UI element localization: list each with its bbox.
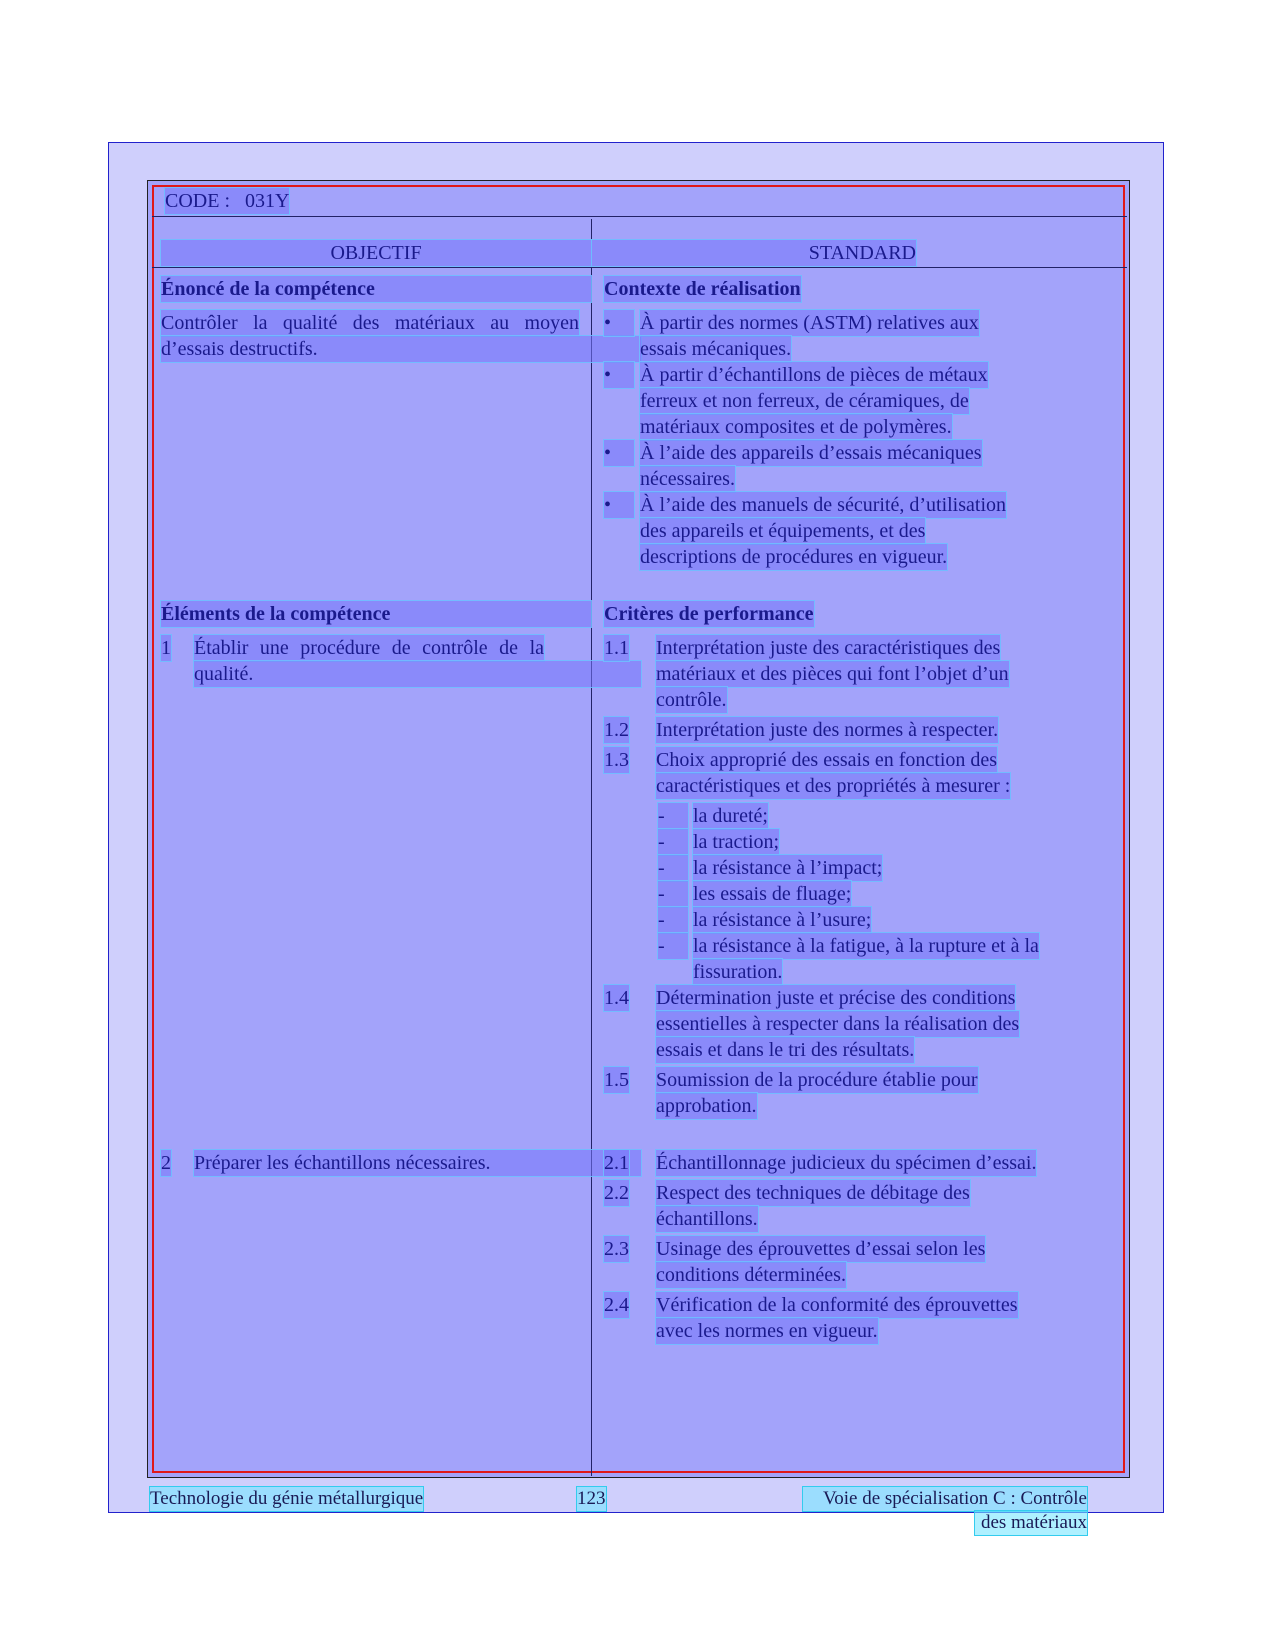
critere-number: 1.4 xyxy=(604,987,629,1009)
dash-marker: - xyxy=(658,907,688,933)
critere-number: 1.1 xyxy=(604,637,629,659)
dash-marker: - xyxy=(658,881,688,907)
critere-number: 1.2 xyxy=(604,719,629,741)
standard-header: STANDARD xyxy=(592,240,916,266)
contexte-title: Contexte de réalisation xyxy=(604,278,801,300)
bullet-line: À partir d’échantillons de pièces de métaux xyxy=(640,364,988,386)
element-line: Préparer les échantillons nécessaires. xyxy=(194,1150,641,1176)
subitem-line: la résistance à l’usure; xyxy=(693,909,872,931)
element-line: qualité. xyxy=(194,661,641,687)
code-row-divider xyxy=(152,216,1127,217)
critere-line: essais et dans le tri des résultats. xyxy=(656,1039,915,1061)
critere-line: Choix approprié des essais en fonction des xyxy=(656,749,998,771)
dash-marker: - xyxy=(658,933,688,959)
critere-line: Interprétation juste des normes à respecter. xyxy=(656,719,999,741)
enonce-line-1: Contrôler la qualité des matériaux au moyen xyxy=(161,312,579,334)
critere-number: 2.4 xyxy=(604,1294,629,1316)
code-label: CODE : xyxy=(165,190,230,212)
bullet-line: À l’aide des appareils d’essais mécaniques xyxy=(640,442,982,464)
critere-line: Soumission de la procédure établie pour xyxy=(656,1069,978,1091)
element-number: 1 xyxy=(161,637,171,659)
critere-line: échantillons. xyxy=(656,1208,758,1230)
critere-line: caractéristiques et des propriétés à mesurer : xyxy=(656,775,1011,797)
critere-line: Échantillonnage judicieux du spécimen d’essai. xyxy=(656,1152,1037,1174)
critere-line: approbation. xyxy=(656,1095,757,1117)
element-number: 2 xyxy=(161,1152,171,1174)
subitem-line: fissuration. xyxy=(693,961,783,983)
enonce-line-2: d’essais destructifs. xyxy=(161,336,641,362)
footer-section-line-2: des matériaux xyxy=(975,1511,1087,1535)
bullet-line: À partir des normes (ASTM) relatives aux xyxy=(640,312,979,334)
critere-line: Respect des techniques de débitage des xyxy=(656,1182,970,1204)
critere-line: matériaux et des pièces qui font l’objet d’un xyxy=(656,663,1009,685)
subitem-line: la résistance à l’impact; xyxy=(693,857,883,879)
element-line: Établir une procédure de contrôle de la xyxy=(194,637,544,659)
subitem-line: les essais de fluage; xyxy=(693,883,852,905)
bullet-line: matériaux composites et de polymères. xyxy=(640,416,952,438)
dash-marker: - xyxy=(658,855,688,881)
dash-marker: - xyxy=(658,829,688,855)
bullet-line: descriptions de procédures en vigueur. xyxy=(640,546,948,568)
critere-line: Détermination juste et précise des conditions xyxy=(656,987,1016,1009)
critere-line: essentielles à respecter dans la réalisation des xyxy=(656,1013,1020,1035)
critere-number: 2.1 xyxy=(604,1152,629,1174)
critere-line: conditions déterminées. xyxy=(656,1264,846,1286)
bullet-icon: • xyxy=(604,492,634,518)
dash-marker: - xyxy=(658,803,688,829)
critere-number: 1.3 xyxy=(604,749,629,771)
enonce-title: Énoncé de la compétence xyxy=(161,276,591,302)
criteres-title: Critères de performance xyxy=(604,603,814,625)
critere-line: Usinage des éprouvettes d’essai selon les xyxy=(656,1238,986,1260)
bullet-line: nécessaires. xyxy=(640,468,735,490)
subitem-line: la résistance à la fatigue, à la rupture et à la xyxy=(693,935,1039,957)
column-divider xyxy=(591,219,592,1476)
objectif-header: OBJECTIF xyxy=(161,240,591,266)
footer-program-title: Technologie du génie métallurgique xyxy=(150,1488,424,1509)
subitem-line: la dureté; xyxy=(693,805,768,827)
critere-number: 2.2 xyxy=(604,1182,629,1204)
bullet-icon: • xyxy=(604,310,634,336)
code-field xyxy=(165,188,289,214)
bullet-line: À l’aide des manuels de sécurité, d’utilisation xyxy=(640,494,1007,516)
critere-line: avec les normes en vigueur. xyxy=(656,1320,878,1342)
bullet-line: des appareils et équipements, et des xyxy=(640,520,926,542)
footer-page-number: 123 xyxy=(577,1488,606,1509)
bullet-icon: • xyxy=(604,440,634,466)
elements-title: Éléments de la compétence xyxy=(161,601,591,627)
critere-line: Vérification de la conformité des éprouvettes xyxy=(656,1294,1018,1316)
subitem-line: la traction; xyxy=(693,831,780,853)
bullet-line: ferreux et non ferreux, de céramiques, de xyxy=(640,390,969,412)
critere-number: 1.5 xyxy=(604,1069,629,1091)
code-value: 031Y xyxy=(245,190,290,212)
critere-line: contrôle. xyxy=(656,689,727,711)
bullet-line: essais mécaniques. xyxy=(640,338,792,360)
header-row-divider xyxy=(152,267,1127,268)
bullet-icon: • xyxy=(604,362,634,388)
critere-number: 2.3 xyxy=(604,1238,629,1260)
critere-line: Interprétation juste des caractéristiques des xyxy=(656,637,1001,659)
footer-section-line-1: Voie de spécialisation C : Contrôle xyxy=(803,1487,1087,1511)
